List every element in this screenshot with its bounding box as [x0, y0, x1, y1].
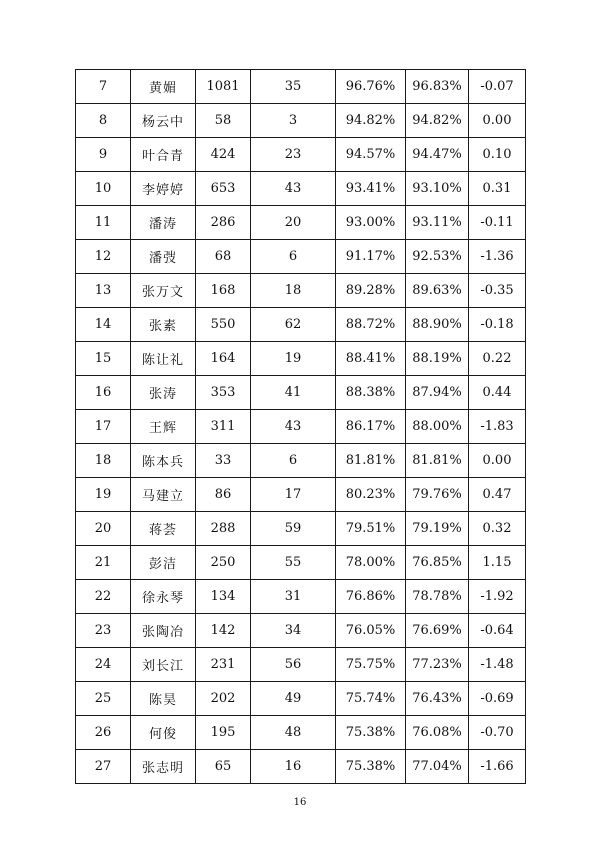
rate-a-cell: 96.76% — [336, 70, 406, 104]
diff-cell: 0.00 — [469, 444, 526, 478]
rank-cell: 23 — [76, 614, 131, 648]
diff-cell: 0.10 — [469, 138, 526, 172]
diff-cell: 1.15 — [469, 546, 526, 580]
ranking-table — [75, 69, 526, 784]
rate-b-cell: 88.00% — [406, 410, 469, 444]
count-cell: 19 — [251, 342, 336, 376]
table-row — [76, 410, 526, 444]
name-cell: 马建立 — [131, 478, 196, 512]
rate-b-cell: 77.04% — [406, 750, 469, 784]
count-cell: 59 — [251, 512, 336, 546]
total-cell: 288 — [196, 512, 251, 546]
name-cell: 张素 — [131, 308, 196, 342]
rank-cell: 16 — [76, 376, 131, 410]
name-cell: 王辉 — [131, 410, 196, 444]
name-cell: 陈让礼 — [131, 342, 196, 376]
rate-a-cell: 78.00% — [336, 546, 406, 580]
table-row — [76, 546, 526, 580]
table-row — [76, 274, 526, 308]
rate-a-cell: 94.82% — [336, 104, 406, 138]
name-cell: 张涛 — [131, 376, 196, 410]
rate-b-cell: 81.81% — [406, 444, 469, 478]
rate-a-cell: 88.72% — [336, 308, 406, 342]
total-cell: 311 — [196, 410, 251, 444]
rank-cell: 22 — [76, 580, 131, 614]
rate-a-cell: 88.38% — [336, 376, 406, 410]
rate-a-cell: 93.00% — [336, 206, 406, 240]
total-cell: 33 — [196, 444, 251, 478]
rate-b-cell: 79.19% — [406, 512, 469, 546]
table-row — [76, 308, 526, 342]
rate-a-cell: 76.86% — [336, 580, 406, 614]
rank-cell: 26 — [76, 716, 131, 750]
rank-cell: 24 — [76, 648, 131, 682]
name-cell: 潘弢 — [131, 240, 196, 274]
rate-a-cell: 89.28% — [336, 274, 406, 308]
table-row — [76, 70, 526, 104]
count-cell: 41 — [251, 376, 336, 410]
name-cell: 陈本兵 — [131, 444, 196, 478]
diff-cell: -0.69 — [469, 682, 526, 716]
table-row — [76, 614, 526, 648]
rate-b-cell: 94.82% — [406, 104, 469, 138]
diff-cell: 0.44 — [469, 376, 526, 410]
count-cell: 56 — [251, 648, 336, 682]
diff-cell: -1.36 — [469, 240, 526, 274]
rank-cell: 25 — [76, 682, 131, 716]
name-cell: 张陶冶 — [131, 614, 196, 648]
total-cell: 424 — [196, 138, 251, 172]
rate-b-cell: 94.47% — [406, 138, 469, 172]
table-row — [76, 682, 526, 716]
diff-cell: -0.64 — [469, 614, 526, 648]
rate-b-cell: 93.10% — [406, 172, 469, 206]
name-cell: 潘涛 — [131, 206, 196, 240]
rate-b-cell: 89.63% — [406, 274, 469, 308]
rank-cell: 14 — [76, 308, 131, 342]
count-cell: 35 — [251, 70, 336, 104]
table-row — [76, 716, 526, 750]
count-cell: 48 — [251, 716, 336, 750]
total-cell: 168 — [196, 274, 251, 308]
table-row — [76, 478, 526, 512]
rank-cell: 19 — [76, 478, 131, 512]
rate-b-cell: 77.23% — [406, 648, 469, 682]
count-cell: 20 — [251, 206, 336, 240]
rate-a-cell: 88.41% — [336, 342, 406, 376]
rate-b-cell: 93.11% — [406, 206, 469, 240]
total-cell: 142 — [196, 614, 251, 648]
diff-cell: -0.18 — [469, 308, 526, 342]
rate-b-cell: 88.90% — [406, 308, 469, 342]
table-row — [76, 750, 526, 784]
table-row — [76, 104, 526, 138]
rate-a-cell: 93.41% — [336, 172, 406, 206]
total-cell: 353 — [196, 376, 251, 410]
diff-cell: -1.92 — [469, 580, 526, 614]
count-cell: 16 — [251, 750, 336, 784]
diff-cell: -0.11 — [469, 206, 526, 240]
rate-b-cell: 76.69% — [406, 614, 469, 648]
name-cell: 蒋荟 — [131, 512, 196, 546]
count-cell: 62 — [251, 308, 336, 342]
name-cell: 张志明 — [131, 750, 196, 784]
rank-cell: 7 — [76, 70, 131, 104]
name-cell: 叶合青 — [131, 138, 196, 172]
total-cell: 250 — [196, 546, 251, 580]
rank-cell: 15 — [76, 342, 131, 376]
count-cell: 43 — [251, 172, 336, 206]
rate-b-cell: 76.08% — [406, 716, 469, 750]
rate-a-cell: 91.17% — [336, 240, 406, 274]
table-row — [76, 138, 526, 172]
name-cell: 徐永琴 — [131, 580, 196, 614]
table-body — [76, 70, 526, 784]
table-row — [76, 512, 526, 546]
rank-cell: 9 — [76, 138, 131, 172]
rank-cell: 12 — [76, 240, 131, 274]
name-cell: 何俊 — [131, 716, 196, 750]
table-row — [76, 240, 526, 274]
count-cell: 17 — [251, 478, 336, 512]
count-cell: 3 — [251, 104, 336, 138]
rate-b-cell: 87.94% — [406, 376, 469, 410]
rate-a-cell: 76.05% — [336, 614, 406, 648]
rate-b-cell: 78.78% — [406, 580, 469, 614]
name-cell: 陈昊 — [131, 682, 196, 716]
rank-cell: 20 — [76, 512, 131, 546]
total-cell: 286 — [196, 206, 251, 240]
name-cell: 彭洁 — [131, 546, 196, 580]
diff-cell: -1.66 — [469, 750, 526, 784]
rate-a-cell: 80.23% — [336, 478, 406, 512]
rank-cell: 10 — [76, 172, 131, 206]
count-cell: 49 — [251, 682, 336, 716]
rank-cell: 21 — [76, 546, 131, 580]
total-cell: 653 — [196, 172, 251, 206]
count-cell: 23 — [251, 138, 336, 172]
table-row — [76, 648, 526, 682]
rank-cell: 27 — [76, 750, 131, 784]
count-cell: 18 — [251, 274, 336, 308]
diff-cell: -0.70 — [469, 716, 526, 750]
name-cell: 黄媚 — [131, 70, 196, 104]
rank-cell: 13 — [76, 274, 131, 308]
rate-b-cell: 88.19% — [406, 342, 469, 376]
diff-cell: -1.83 — [469, 410, 526, 444]
count-cell: 6 — [251, 240, 336, 274]
total-cell: 550 — [196, 308, 251, 342]
rank-cell: 8 — [76, 104, 131, 138]
rank-cell: 18 — [76, 444, 131, 478]
total-cell: 1081 — [196, 70, 251, 104]
rate-a-cell: 75.74% — [336, 682, 406, 716]
count-cell: 34 — [251, 614, 336, 648]
name-cell: 张万文 — [131, 274, 196, 308]
diff-cell: -1.48 — [469, 648, 526, 682]
rate-a-cell: 75.38% — [336, 750, 406, 784]
diff-cell: 0.47 — [469, 478, 526, 512]
table-row — [76, 580, 526, 614]
rate-a-cell: 75.38% — [336, 716, 406, 750]
count-cell: 31 — [251, 580, 336, 614]
diff-cell: -0.35 — [469, 274, 526, 308]
total-cell: 68 — [196, 240, 251, 274]
name-cell: 李婷婷 — [131, 172, 196, 206]
rank-cell: 17 — [76, 410, 131, 444]
table-row — [76, 206, 526, 240]
diff-cell: -0.07 — [469, 70, 526, 104]
name-cell: 杨云中 — [131, 104, 196, 138]
rate-a-cell: 86.17% — [336, 410, 406, 444]
total-cell: 134 — [196, 580, 251, 614]
rate-b-cell: 96.83% — [406, 70, 469, 104]
total-cell: 86 — [196, 478, 251, 512]
total-cell: 195 — [196, 716, 251, 750]
diff-cell: 0.22 — [469, 342, 526, 376]
diff-cell: 0.00 — [469, 104, 526, 138]
diff-cell: 0.32 — [469, 512, 526, 546]
table-row — [76, 342, 526, 376]
rate-b-cell: 76.43% — [406, 682, 469, 716]
count-cell: 43 — [251, 410, 336, 444]
rate-a-cell: 81.81% — [336, 444, 406, 478]
diff-cell: 0.31 — [469, 172, 526, 206]
count-cell: 55 — [251, 546, 336, 580]
rank-cell: 11 — [76, 206, 131, 240]
rate-b-cell: 76.85% — [406, 546, 469, 580]
total-cell: 65 — [196, 750, 251, 784]
total-cell: 58 — [196, 104, 251, 138]
count-cell: 6 — [251, 444, 336, 478]
name-cell: 刘长江 — [131, 648, 196, 682]
total-cell: 164 — [196, 342, 251, 376]
rate-b-cell: 79.76% — [406, 478, 469, 512]
rate-a-cell: 79.51% — [336, 512, 406, 546]
table-row — [76, 172, 526, 206]
rate-a-cell: 94.57% — [336, 138, 406, 172]
table-row — [76, 376, 526, 410]
table-row — [76, 444, 526, 478]
total-cell: 202 — [196, 682, 251, 716]
page-number: 16 — [293, 797, 307, 808]
total-cell: 231 — [196, 648, 251, 682]
rate-b-cell: 92.53% — [406, 240, 469, 274]
rate-a-cell: 75.75% — [336, 648, 406, 682]
